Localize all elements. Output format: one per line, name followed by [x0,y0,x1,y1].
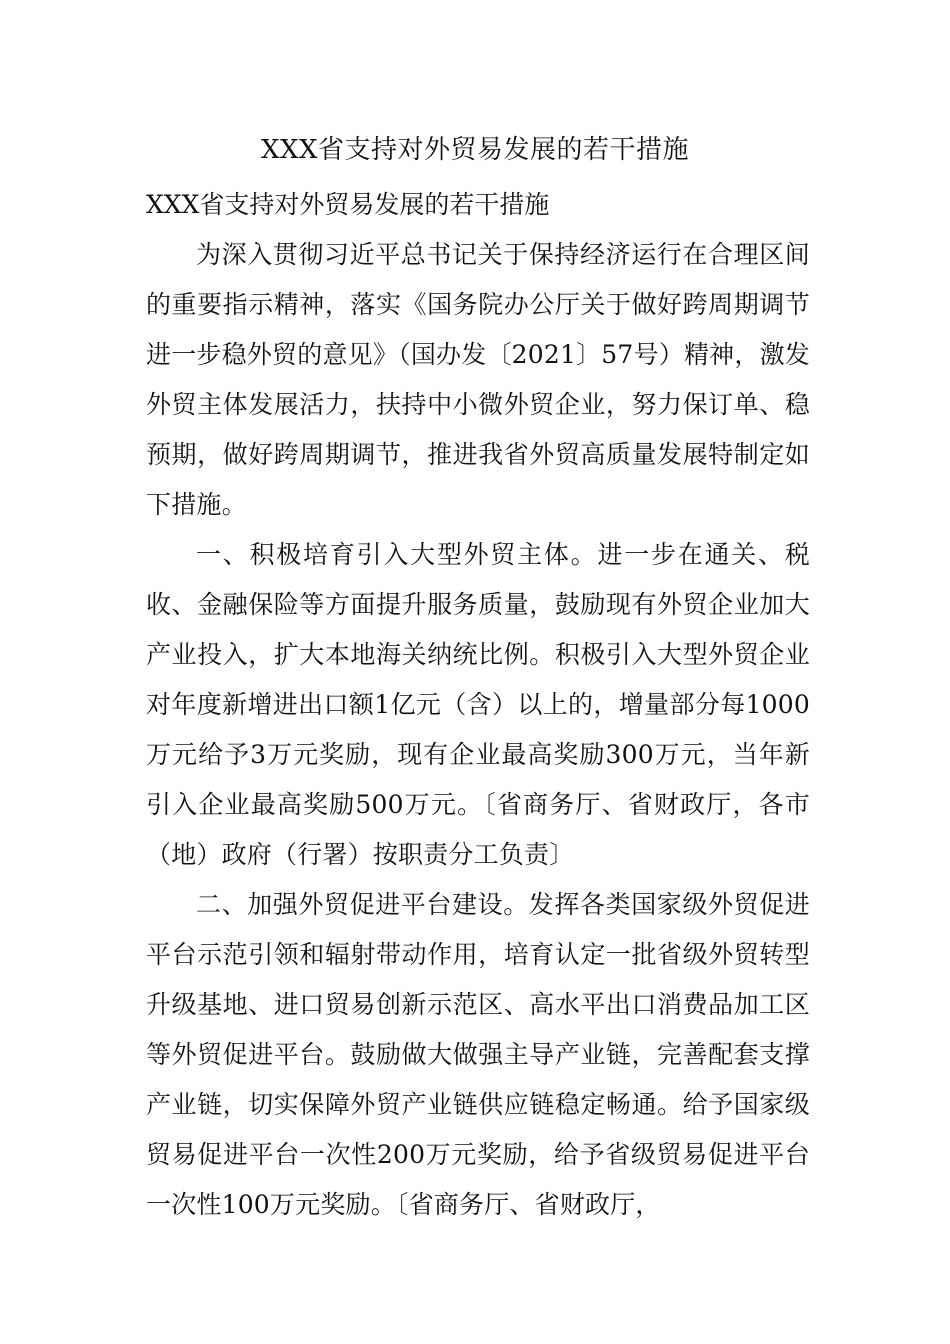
paragraph-measure-2: 二、加强外贸促进平台建设。发挥各类国家级外贸促进平台示范引领和辐射带动作用，培育认定一批省级外贸转型升级基地、进口贸易创新示范区、高水平出口消费品加工区等外贸促进平台。鼓励做大做强主导产业链，完善配套支撑产业链，切实保障外贸产业链供应链稳定畅通。给予国家级贸易促进平台一次性200万元奖励，给予省级贸易促进平台一次性100万元奖励。〔省商务厅、省财政厅， [146,890,810,1219]
document-body [146,180,810,1230]
paragraph-intro: 为深入贯彻习近平总书记关于保持经济运行在合理区间的重要指示精神，落实《国务院办公厅关于做好跨周期调节进一步稳外贸的意见》（国办发〔2021〕57号）精神，激发外贸主体发展活力，扶持中小微外贸企业，努力保订单、稳预期，做好跨周期调节，推进我省外贸高质量发展特制定如下措施。 [146,240,810,519]
paragraph-measure-1: 一、积极培育引入大型外贸主体。进一步在通关、税收、金融保险等方面提升服务质量，鼓励现有外贸企业加大产业投入，扩大本地海关纳统比例。积极引入大型外贸企业对年度新增进出口额1亿元（含）以上的，增量部分每1000万元给予3万元奖励，现有企业最高奖励300万元，当年新引入企业最高奖励500万元。〔省商务厅、省财政厅，各市（地）政府（行署）按职责分工负责〕 [146,540,810,869]
document-subtitle: XXX省支持对外贸易发展的若干措施 [146,190,550,219]
document-title: XXX省支持对外贸易发展的若干措施 [260,135,690,165]
